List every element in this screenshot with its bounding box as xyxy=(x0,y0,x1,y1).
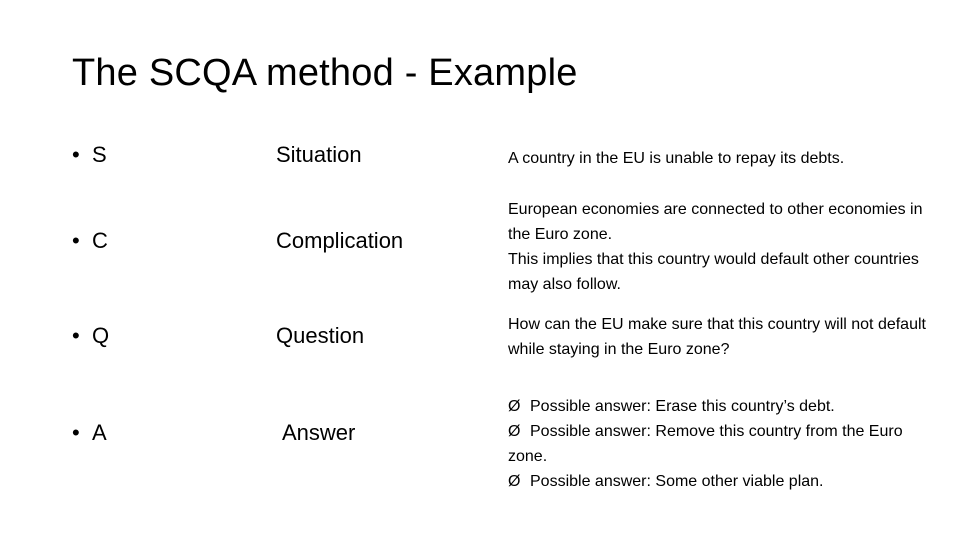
bullet-icon: • xyxy=(72,420,80,445)
arrow-bullet-icon: Ø xyxy=(508,398,521,415)
letter-label: C xyxy=(92,228,108,253)
description-question xyxy=(508,312,938,362)
description-line: European economies are connected to other economies in the Euro zone. xyxy=(508,201,923,243)
row-letter-c xyxy=(72,228,108,254)
answer-item: Ø Possible answer: Remove this country from the Euro zone. xyxy=(508,419,938,469)
slide-title: The SCQA method - Example xyxy=(72,52,578,94)
bullet-icon: • xyxy=(72,323,80,348)
letter-label: Q xyxy=(92,323,110,348)
description-situation xyxy=(508,146,938,171)
description-answer xyxy=(508,394,938,494)
description-line: How can the EU make sure that this country will not default while staying in the Euro zone? xyxy=(508,316,926,358)
term-complication: Complication xyxy=(276,228,404,253)
row-letter-a xyxy=(72,420,107,446)
description-complication xyxy=(508,197,938,297)
row-letter-q xyxy=(72,323,109,349)
bullet-icon: • xyxy=(72,142,80,167)
answer-item: Ø Possible answer: Erase this country’s debt. xyxy=(508,394,938,419)
row-letter-s xyxy=(72,142,107,168)
bullet-icon: • xyxy=(72,228,80,253)
arrow-bullet-icon: Ø xyxy=(508,423,521,440)
arrow-bullet-icon: Ø xyxy=(508,473,521,490)
description-line: A country in the EU is unable to repay its debts. xyxy=(508,150,845,167)
letter-label: A xyxy=(92,420,107,445)
term-answer: Answer xyxy=(282,420,356,445)
description-line: This implies that this country would default other countries may also follow. xyxy=(508,251,919,293)
term-question: Question xyxy=(276,323,365,348)
term-situation: Situation xyxy=(276,142,362,167)
answer-item: Ø Possible answer: Some other viable plan. xyxy=(508,469,938,494)
letter-label: S xyxy=(92,142,107,167)
